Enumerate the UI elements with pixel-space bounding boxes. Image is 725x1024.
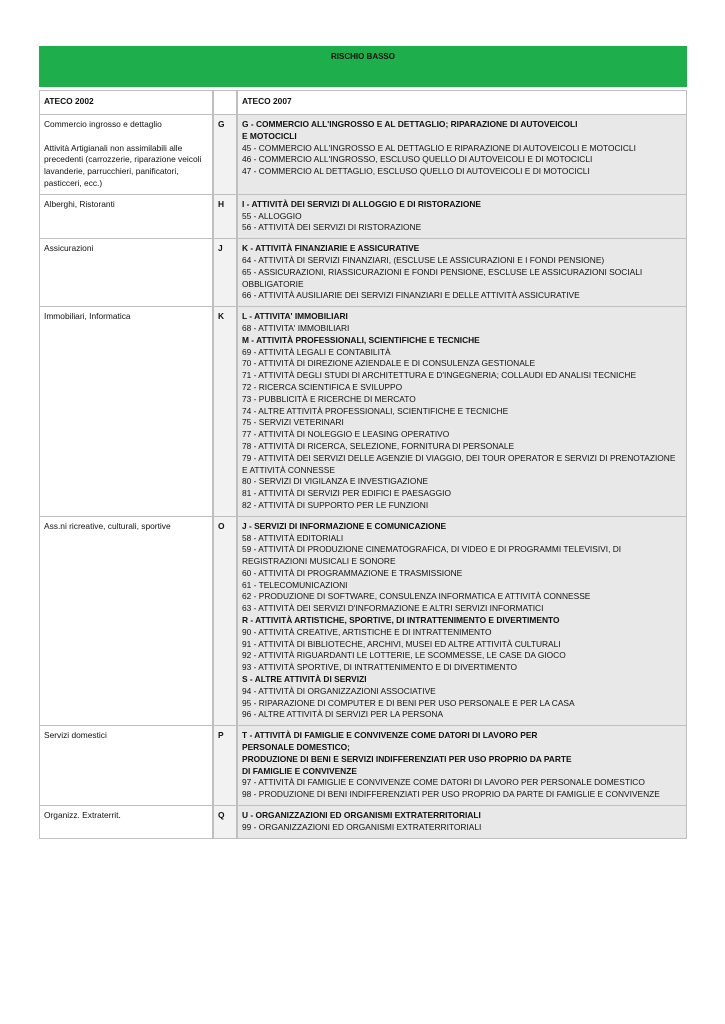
activity-item: 55 - ALLOGGIO (242, 210, 302, 221)
activity-item: 69 - ATTIVITÀ LEGALI E CONTABILITÀ (242, 346, 391, 357)
ateco-code: K (213, 306, 237, 516)
section-heading: U - ORGANIZZAZIONI ED ORGANISMI EXTRATERRITORIALI (242, 810, 481, 821)
section-heading: S - ALTRE ATTIVITÀ DI SERVIZI (242, 674, 367, 685)
ateco-code: H (213, 194, 237, 238)
sector-text: Assicurazioni (44, 243, 94, 254)
ateco-code: P (213, 725, 237, 805)
ateco-2007-activities (237, 306, 687, 516)
header-ateco-2002: ATECO 2002 (39, 90, 213, 114)
section-heading: E MOTOCICLI (242, 130, 297, 141)
sector-text: Alberghi, Ristoranti (44, 198, 115, 209)
section-heading: G - COMMERCIO ALL'INGROSSO E AL DETTAGLIO; RIPARAZIONE DI AUTOVEICOLI (242, 119, 578, 129)
sector-text (44, 131, 208, 143)
activity-item: 65 - ASSICURAZIONI, RIASSICURAZIONI E FONDI PENSIONE, ESCLUSE LE ASSICURAZIONI SOCIALI OBBLIGATORIE (242, 266, 643, 289)
activity-item: 75 - SERVIZI VETERINARI (242, 417, 344, 428)
table-row (39, 306, 687, 516)
ateco-2007-activities (237, 114, 687, 194)
section-heading: K - ATTIVITÀ FINANZIARIE E ASSICURATIVE (242, 243, 420, 254)
activity-item: 74 - ALTRE ATTIVITÀ PROFESSIONALI, SCIENTIFICHE E TECNICHE (242, 405, 509, 416)
header-ateco-2007: ATECO 2007 (237, 90, 687, 114)
table-row (39, 805, 687, 839)
activity-item: 60 - ATTIVITÀ DI PROGRAMMAZIONE E TRASMISSIONE (242, 567, 463, 578)
ateco-2002-sector (39, 238, 213, 306)
activity-item: 93 - ATTIVITÀ SPORTIVE, DI INTRATTENIMENTO E DI DIVERTIMENTO (242, 662, 518, 673)
sector-text: Ass.ni ricreative, culturali, sportive (44, 520, 171, 531)
table-header-row (39, 90, 687, 114)
ateco-2002-sector (39, 725, 213, 805)
ateco-code: O (213, 516, 237, 726)
activity-item: 90 - ATTIVITÀ CREATIVE, ARTISTICHE E DI INTRATTENIMENTO (242, 626, 492, 637)
activity-item: 66 - ATTIVITÀ AUSILIARIE DEI SERVIZI FINANZIARI E DELLE ATTIVITÀ ASSICURATIVE (242, 290, 580, 301)
activity-item: 45 - COMMERCIO ALL'INGROSSO E AL DETTAGLIO E RIPARAZIONE DI AUTOVEICOLI E MOTOCICLI (242, 142, 636, 153)
ateco-code: Q (213, 805, 237, 839)
activity-item: 70 - ATTIVITÀ DI DIREZIONE AZIENDALE E DI CONSULENZA GESTIONALE (242, 358, 536, 369)
section-heading: PRODUZIONE DI BENI E SERVIZI INDIFFERENZIATI PER USO PROPRIO DA PARTE (242, 753, 572, 764)
ateco-code: G (213, 114, 237, 194)
table-row (39, 194, 687, 238)
activity-item: 79 - ATTIVITÀ DEI SERVIZI DELLE AGENZIE DI VIAGGIO, DEI TOUR OPERATOR E SERVIZI DI PRENOTAZIONE E ATTIVITÀ CONNESSE (242, 452, 676, 475)
document-page (39, 46, 687, 839)
section-heading: DI FAMIGLIE E CONVIVENZE (242, 765, 357, 776)
ateco-2007-activities (237, 805, 687, 839)
ateco-2002-sector (39, 194, 213, 238)
section-heading: R - ATTIVITÀ ARTISTICHE, SPORTIVE, DI INTRATTENIMENTO E DIVERTIMENTO (242, 615, 560, 626)
section-heading: I - ATTIVITÀ DEI SERVIZI DI ALLOGGIO E DI RISTORAZIONE (242, 198, 482, 209)
table-row (39, 238, 687, 306)
activity-item: 72 - RICERCA SCIENTIFICA E SVILUPPO (242, 381, 403, 392)
section-heading: L - ATTIVITA' IMMOBILIARI (242, 311, 348, 322)
section-heading: M - ATTIVITÀ PROFESSIONALI, SCIENTIFICHE E TECNICHE (242, 334, 480, 345)
table-row (39, 114, 687, 194)
activity-item: 96 - ALTRE ATTIVITÀ DI SERVIZI PER LA PERSONA (242, 709, 444, 720)
ateco-2002-sector (39, 516, 213, 726)
ateco-2002-sector (39, 306, 213, 516)
sector-text: Organizz. Extraterrit. (44, 810, 121, 821)
section-heading: J - SERVIZI DI INFORMAZIONE E COMUNICAZIONE (242, 520, 447, 531)
sector-text: Commercio ingrosso e dettaglio (44, 119, 162, 129)
activity-item: 97 - ATTIVITÀ DI FAMIGLIE E CONVIVENZE COME DATORI DI LAVORO PER PERSONALE DOMESTICO (242, 777, 645, 788)
ateco-2007-activities (237, 238, 687, 306)
activity-item: 91 - ATTIVITÀ DI BIBLIOTECHE, ARCHIVI, MUSEI ED ALTRE ATTIVITÀ CULTURALI (242, 638, 561, 649)
activity-item: 68 - ATTIVITA' IMMOBILIARI (242, 322, 350, 333)
activity-item: 78 - ATTIVITÀ DI RICERCA, SELEZIONE, FORNITURA DI PERSONALE (242, 440, 515, 451)
activity-item: 77 - ATTIVITÀ DI NOLEGGIO E LEASING OPERATIVO (242, 429, 450, 440)
header-code-spacer (213, 90, 237, 114)
table-row (39, 516, 687, 726)
activity-item: 61 - TELECOMUNICAZIONI (242, 579, 348, 590)
activity-item: 98 - PRODUZIONE DI BENI INDIFFERENZIATI PER USO PROPRIO DA PARTE DI FAMIGLIE E CONVIVENZE (242, 789, 660, 800)
section-heading: PERSONALE DOMESTICO; (242, 742, 350, 753)
sector-text: Servizi domestici (44, 730, 107, 741)
activity-item: 62 - PRODUZIONE DI SOFTWARE, CONSULENZA INFORMATICA E ATTIVITÀ CONNESSE (242, 591, 591, 602)
activity-item: 63 - ATTIVITÀ DEI SERVIZI D'INFORMAZIONE E ALTRI SERVIZI INFORMATICI (242, 603, 544, 614)
activity-item: 73 - PUBBLICITÀ E RICERCHE DI MERCATO (242, 393, 416, 404)
activity-item: 56 - ATTIVITÀ DEI SERVIZI DI RISTORAZIONE (242, 222, 422, 233)
sector-text: precedenti (carrozzerie, riparazione veicoli (44, 154, 202, 165)
activity-item: 95 - RIPARAZIONE DI COMPUTER E DI BENI PER USO PERSONALE E PER LA CASA (242, 697, 575, 708)
ateco-2002-sector (39, 805, 213, 839)
activity-item: 94 - ATTIVITÀ DI ORGANIZZAZIONI ASSOCIATIVE (242, 685, 436, 696)
sector-text: Attività Artigianali non assimilabili alle (44, 142, 183, 153)
sector-text: pasticceri, ecc.) (44, 177, 103, 188)
sector-text: Immobiliari, Informatica (44, 311, 131, 322)
activity-item: 47 - COMMERCIO AL DETTAGLIO, ESCLUSO QUELLO DI AUTOVEICOLI E DI MOTOCICLI (242, 166, 590, 177)
activity-item: 46 - COMMERCIO ALL'INGROSSO, ESCLUSO QUELLO DI AUTOVEICOLI E DI MOTOCICLI (242, 154, 593, 165)
activity-item: 82 - ATTIVITÀ DI SUPPORTO PER LE FUNZIONI (242, 499, 429, 510)
activity-item: 58 - ATTIVITÀ EDITORIALI (242, 532, 344, 543)
activity-item: 99 - ORGANIZZAZIONI ED ORGANISMI EXTRATERRITORIALI (242, 821, 482, 832)
activity-item: 59 - ATTIVITÀ DI PRODUZIONE CINEMATOGRAFICA, DI VIDEO E DI PROGRAMMI TELEVISIVI, DI REGISTRAZIONI MUSICALI E SONORE (242, 544, 622, 567)
activity-item: 80 - SERVIZI DI VIGILANZA E INVESTIGAZIONE (242, 476, 429, 487)
ateco-2007-activities (237, 516, 687, 726)
risk-level-banner: RISCHIO BASSO (39, 46, 687, 87)
activity-item: 71 - ATTIVITÀ DEGLI STUDI DI ARCHITETTURA E D'INGEGNERIA; COLLAUDI ED ANALISI TECNICHE (242, 370, 637, 381)
activity-item: 92 - ATTIVITÀ RIGUARDANTI LE LOTTERIE, LE SCOMMESSE, LE CASE DA GIOCO (242, 650, 566, 661)
sector-text: lavanderie, parrucchieri, panificatori, (44, 166, 179, 177)
ateco-code: J (213, 238, 237, 306)
ateco-2007-activities (237, 194, 687, 238)
ateco-2007-activities (237, 725, 687, 805)
ateco-2002-sector (39, 114, 213, 194)
ateco-table (39, 90, 687, 839)
section-heading: T - ATTIVITÀ DI FAMIGLIE E CONVIVENZE COME DATORI DI LAVORO PER (242, 730, 538, 741)
table-row (39, 725, 687, 805)
activity-item: 64 - ATTIVITÀ DI SERVIZI FINANZIARI, (ESCLUSE LE ASSICURAZIONI E I FONDI PENSIONE) (242, 254, 605, 265)
activity-item: 81 - ATTIVITÀ DI SERVIZI PER EDIFICI E PAESAGGIO (242, 488, 451, 499)
